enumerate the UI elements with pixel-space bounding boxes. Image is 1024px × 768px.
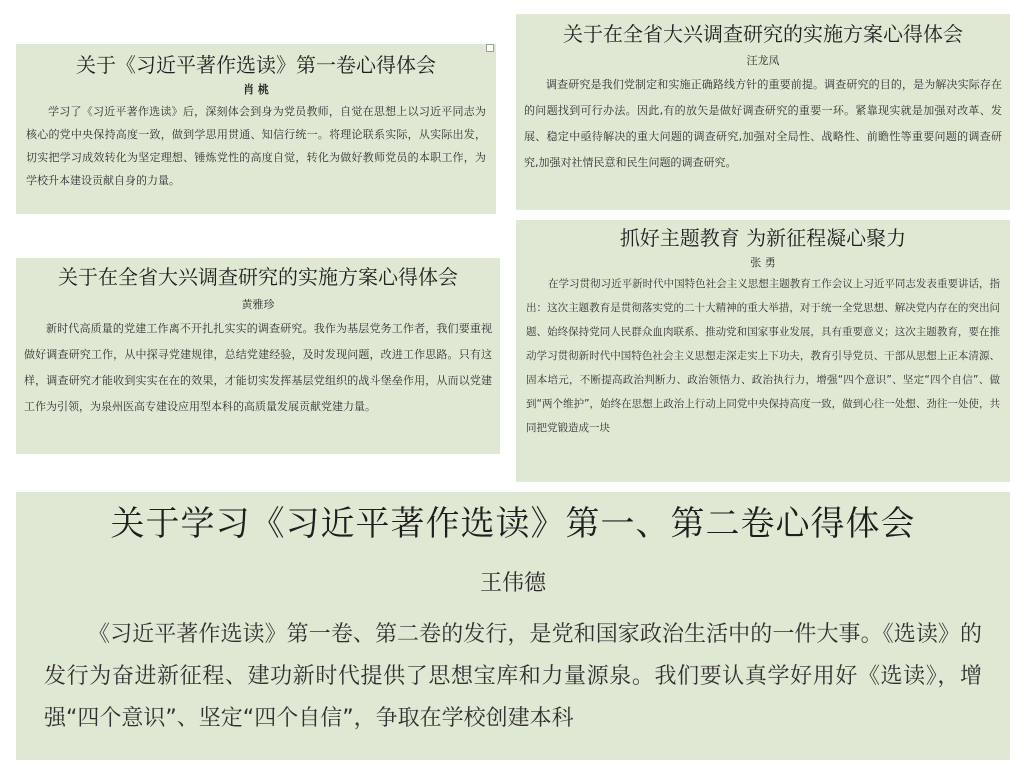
- article-title: 关于学习《习近平著作选读》第一、第二卷心得体会: [110, 504, 916, 544]
- article-author: 王伟德: [479, 571, 546, 596]
- article-author: 肖 桃: [243, 83, 269, 96]
- article-body: 新时代高质量的党建工作离不开扎扎实实的调查研究。我作为基层党务工作者，我们要重视做好调查研究工作，从中探寻党建规律，总结党建经验，及时发现问题，改进工作思路。只有这样，调查研究才能收到实实在在的效果，才能切实发挥基层党组织的战斗堡垒作用，从而以党建工作为引领，为泉州医高专建设应用型本科的高质量发展贡献党建力量。: [24, 322, 492, 413]
- resize-handle[interactable]: [486, 44, 494, 52]
- article-body: 学习了《习近平著作选读》后，深刻体会到身为党员教师，自觉在思想上以习近平同志为核心的党中央保持高度一致，做到学思用贯通、知信行统一。将理论联系实际，从实际出发，切实把学习成效转化为坚定理想、锤炼党性的高度自觉，转化为做好教师党员的本职工作，为学校升本建设贡献自身的力量。: [26, 105, 486, 187]
- article-title: 关于在全省大兴调查研究的实施方案心得体会: [58, 265, 458, 289]
- article-card-huang-yazhen: [16, 258, 500, 454]
- article-title: 抓好主题教育 为新征程凝心聚力: [619, 226, 907, 250]
- article-body: 《习近平著作选读》第一卷、第二卷的发行，是党和国家政治生活中的一件大事。《选读》的发行为奋进新征程、建功新时代提供了思想宝库和力量源泉。我们要认真学好用好《选读》，增强“四个意识”、坚定“四个自信”，争取在学校创建本科: [44, 622, 982, 731]
- article-title: 关于在全省大兴调查研究的实施方案心得体会: [563, 22, 963, 46]
- article-author: 汪龙凤: [746, 54, 780, 67]
- article-body: 调查研究是我们党制定和实施正确路线方针的重要前提。调查研究的目的，是为解决实际存在的问题找到可行办法。因此,有的放矢是做好调查研究的重要一环。紧靠现实就是加强对改革、发展、稳定中亟待解决的重大问题的调查研究,加强对全局性、战略性、前瞻性等重要问题的调查研究,加强对社情民意和民生问题的调查研究。: [524, 78, 1002, 169]
- article-card-wang-longfeng: [516, 14, 1010, 210]
- article-card-zhang-yong: [516, 220, 1010, 482]
- article-title: 关于《习近平著作选读》第一卷心得体会: [76, 53, 436, 77]
- article-card-xiao-tao: [16, 44, 496, 214]
- article-author: 张 勇: [750, 256, 776, 269]
- article-body: 在学习贯彻习近平新时代中国特色社会主义思想主题教育工作会议上习近平同志发表重要讲话，指出：这次主题教育是贯彻落实党的二十大精神的重大举措，对于统一全党思想、解决党内存在的突出问题、始终保持党同人民群众血肉联系、推动党和国家事业发展，具有重要意义；这次主题教育，要在推动学习贯彻新时代中国特色社会主义思想走深走实上下功夫，教育引导党员、干部从思想上正本清源、固本培元，不断提高政治判断力、政治领悟力、政治执行力，增强“四个意识”、坚定“四个自信”、做到“两个维护”，始终在思想上政治上行动上同党中央保持高度一致，做到心往一处想、劲往一处使，共同把党锻造成一块: [526, 278, 1000, 434]
- article-author: 黄雅珍: [241, 298, 275, 311]
- article-card-wang-weide: [16, 492, 1010, 760]
